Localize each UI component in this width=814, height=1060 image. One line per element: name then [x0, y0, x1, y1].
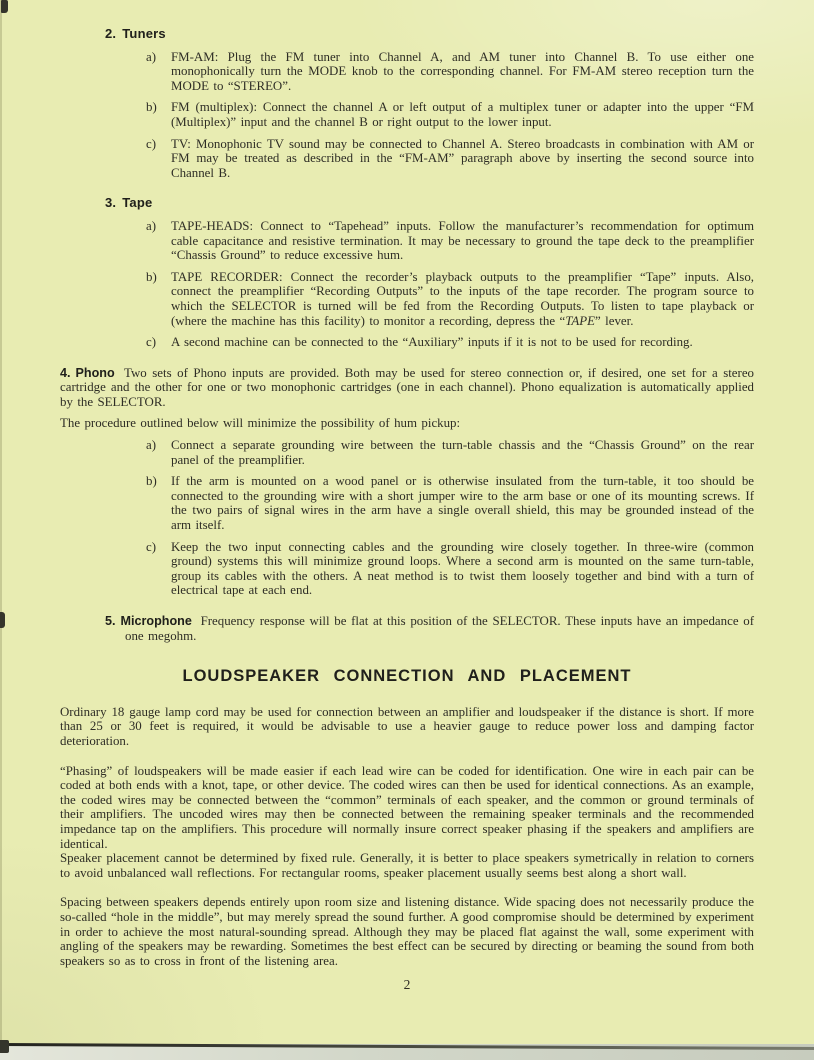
item-text: A second machine can be connected to the “Auxiliary” inputs if it is not to be used for recording. — [171, 335, 693, 350]
paragraph: Ordinary 18 gauge lamp cord may be used for connection between an amplifier and loudspeaker if the distance is short. If more than 25 or 30 feet is required, it would be advisable to use a heavier gauge to reduce power loss and damping factor deterioration. — [60, 704, 754, 748]
paragraph-text: Frequency response will be flat at this position of the SELECTOR. These inputs have an impedance of one megohm. — [125, 614, 754, 643]
list-item — [146, 438, 754, 467]
item-text-italic: TAPE — [565, 313, 596, 328]
paragraph: Speaker placement cannot be determined by fixed rule. Generally, it is better to place speakers symetrically in relation to corners to avoid unbalanced wall reflections. For rectangular rooms, speaker placement usually seems best along a short wall. — [60, 851, 754, 880]
loudspeaker-heading: LOUDSPEAKER CONNECTION AND PLACEMENT — [182, 667, 632, 686]
scan-artifact-top-left — [1, 0, 8, 13]
list-item — [146, 540, 754, 598]
item-label: a) — [146, 49, 157, 64]
section-title: Tuners — [122, 26, 166, 41]
item-text: FM (multiplex): Connect the channel A or left output of a multiplex tuner or adapter into the upper “FM (Multiplex)” input and the channel B or right output to the lower input. — [171, 100, 754, 129]
item-text: FM-AM: Plug the FM tuner into Channel A, and AM tuner into Channel B. To use either one monophonically turn the MODE knob to the corresponding channel. For FM-AM stereo reception turn the MODE to “STEREO”. — [171, 49, 754, 93]
section-number: 3. — [105, 195, 117, 211]
section-tape — [60, 196, 754, 349]
list-item — [146, 219, 754, 263]
item-text-run: TAPE RECORDER: Connect the recorder’s playback outputs to the preamplifier “Tape” inputs. Also, connect the preamplifier “Recording Outputs” to the inputs of the tape recorder. The program source to which the SELECTOR is turned will be fed from the Recording Outputs. To listen to tape playback or (where the machine has this facility) to monitor a recording, depress the “ — [171, 269, 754, 328]
item-text: TV: Monophonic TV sound may be connected to Channel A. Stereo broadcasts in combination with AM or FM may be treated as described in the “FM-AM” paragraph above by inserting the second source into Channel B. — [171, 136, 754, 180]
phono-procedure-intro: The procedure outlined below will minimize the possibility of hum pickup: — [60, 416, 461, 431]
list-item — [146, 100, 754, 129]
item-text — [171, 270, 754, 328]
section-heading-tape — [105, 196, 754, 211]
section-number: 4. — [60, 365, 71, 380]
item-label: a) — [146, 438, 157, 453]
section-number: 2. — [105, 26, 117, 41]
item-text-run: ” lever. — [595, 313, 634, 328]
item-label: b) — [146, 269, 157, 284]
paragraph-text: Two sets of Phono inputs are provided. Both may be used for stereo connection or, if desired, one set for a stereo cartridge and the other for one or two monophonic cartridges (one in each channel). Phono equalization is automatically applied by the SELECTOR. — [60, 365, 754, 409]
page-bottom-edge — [0, 1043, 814, 1050]
item-text: If the arm is mounted on a wood panel or is otherwise insulated from the turn-table, it too should be connected to the grounding wire with a short jumper wire to the arm base or one of its mounting screws. If the two pairs of signal wires in the arm have a single overall shield, this may be grounded instead of the arm itself. — [171, 474, 754, 533]
section-number: 5. — [105, 614, 116, 628]
item-label: c) — [146, 136, 157, 151]
list-item — [146, 474, 754, 532]
scan-artifact-bottom-left — [0, 1040, 9, 1053]
section-title: Phono — [75, 365, 115, 380]
scan-left-edge-shadow — [0, 0, 2, 1044]
section-title: Tape — [122, 195, 153, 211]
paragraph: Spacing between speakers depends entirely upon room size and listening distance. Wide spacing does not necessarily produce the so-called “hole in the middle”, but may merely spread the sound further. A good compromise should be determined by experiment in order to achieve the most natural-sounding spread. Although they may be placed flat against the wall, some experiment with angling of the speakers may be rewarding. Sometimes the best effect can be secured by directing or beaming the sound from both speakers so as to cross in front of the listening area. — [60, 895, 755, 968]
item-text: Keep the two input connecting cables and the grounding wire closely together. In three-wire (common ground) systems this will minimize ground loops. Where a second arm is mounted on the same turn-table, group its cables with the others. A neat method is to twist them loosely together and bind with a turn of electrical tape at each end. — [171, 539, 754, 598]
page-number: 2 — [403, 977, 411, 993]
list-item — [146, 335, 754, 350]
paragraph: “Phasing” of loudspeakers will be made easier if each lead wire can be coded for identification. One wire in each pair can be coded at both ends with a knot, tape, or other device. The coded wires can then be used for identical connections. As an example, the coded wires may be connected between the “common” terminals of each speaker, and the common or ground terminals of their amplifiers. The uncoded wires may then be connected between the remaining speaker terminals and the recommended impedance tap on the amplifiers. This procedure will normally insure correct speaker phasing if the speakers and amplifiers are identical. — [60, 763, 754, 851]
section-heading-tuners — [105, 27, 754, 42]
list-item — [146, 50, 754, 94]
item-label: b) — [146, 474, 157, 489]
item-label: c) — [146, 539, 157, 554]
scan-artifact-mid-left — [0, 612, 5, 628]
item-label: c) — [146, 335, 157, 350]
section-title: Microphone — [120, 614, 192, 628]
item-label: b) — [146, 100, 157, 115]
list-item — [146, 137, 754, 181]
section-tuners — [60, 27, 754, 180]
item-text: TAPE-HEADS: Connect to “Tapehead” inputs. Follow the manufacturer’s recommendation for optimum cable capacitance and resistive termination. It may be necessary to ground the tape deck to the preamplifier “Chassis Ground” to reduce excessive hum. — [171, 218, 754, 263]
section-microphone — [105, 614, 754, 643]
list-item — [146, 270, 754, 328]
item-label: a) — [146, 218, 157, 233]
item-text: Connect a separate grounding wire between the turn-table chassis and the “Chassis Ground” on the rear panel of the preamplifier. — [171, 438, 754, 467]
section-phono — [60, 366, 754, 598]
phono-lead-paragraph — [60, 366, 754, 410]
